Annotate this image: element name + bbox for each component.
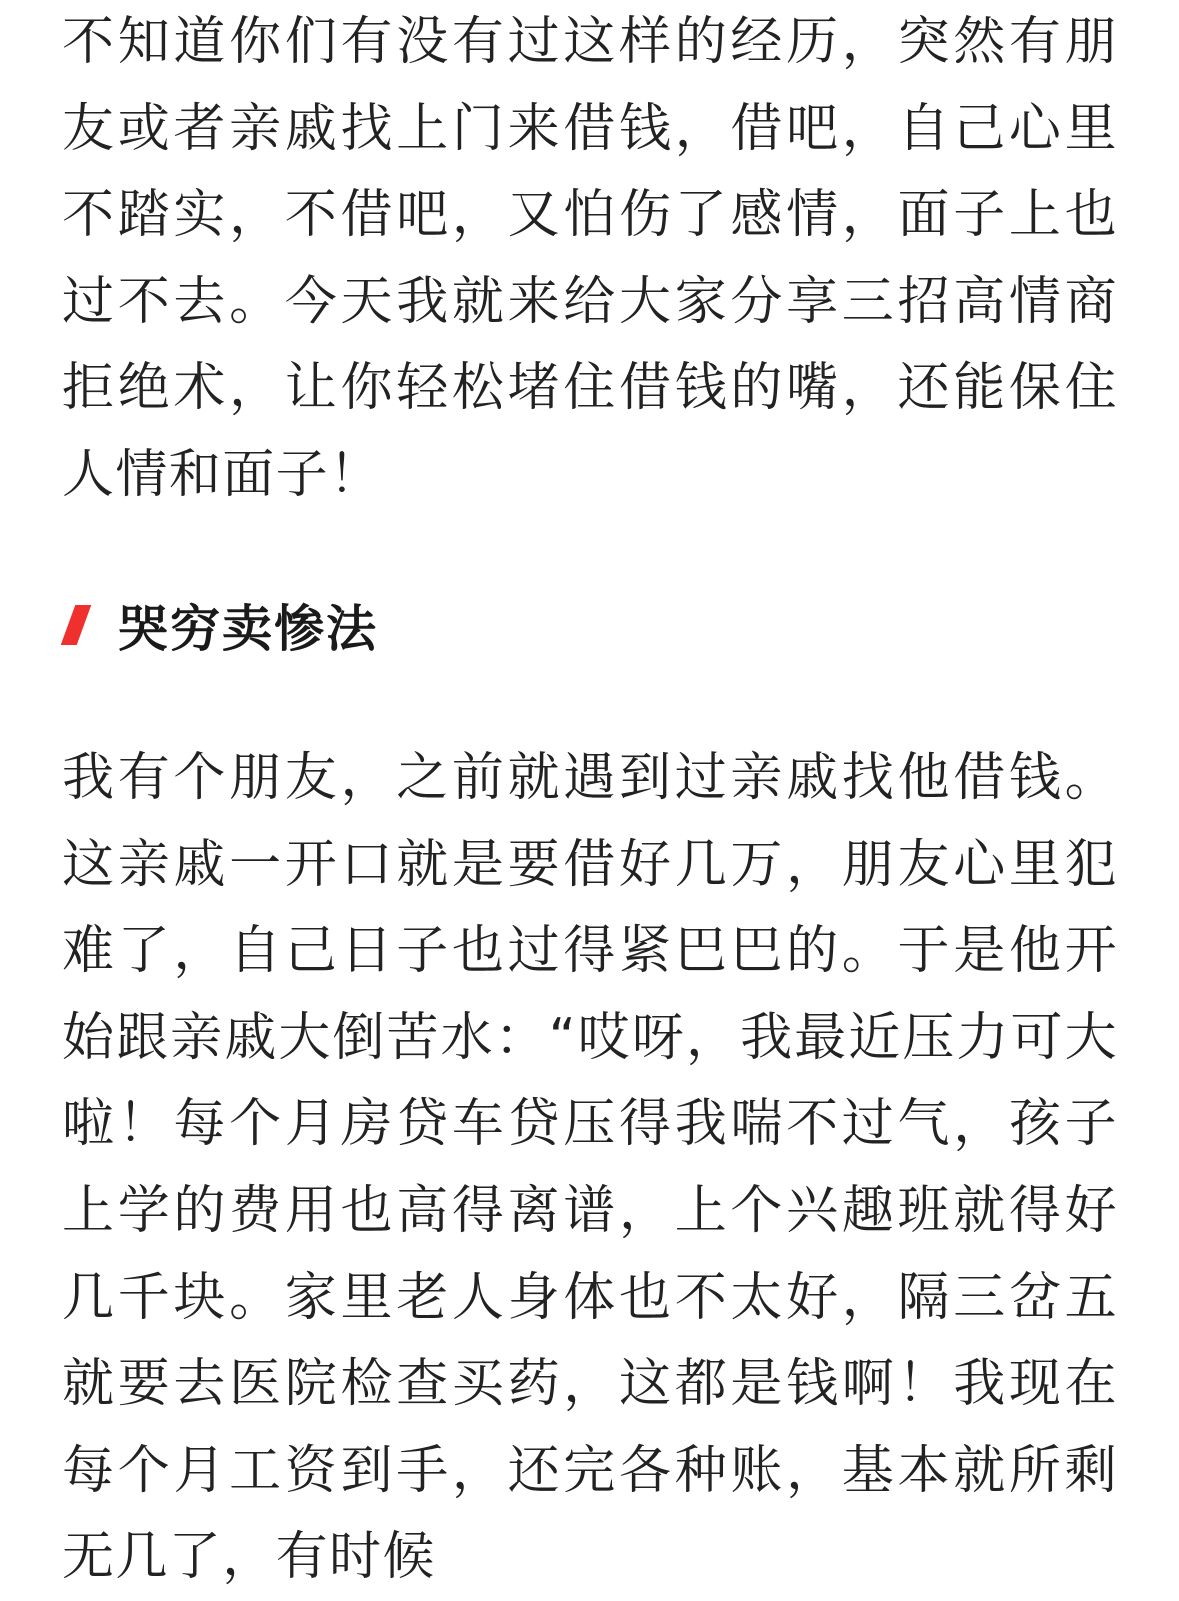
section-heading-text: 哭穷卖惨法 bbox=[118, 600, 378, 658]
intro-paragraph: 不知道你们有没有过这样的经历，突然有朋友或者亲戚找上门来借钱，借吧，自己心里不踏实，不借吧，又怕伤了感情，面子上也过不去。今天我就来给大家分享三招高情商拒绝术，让你轻松堵住借钱的嘴，还能保住人情和面子！ bbox=[62, 12, 1118, 505]
heading-accent-mark bbox=[61, 605, 92, 645]
section-body-paragraph: 我有个朋友，之前就遇到过亲戚找他借钱。这亲戚一开口就是要借好几万，朋友心里犯难了，自己日子也过得紧巴巴的。于是他开始跟亲戚大倒苦水：“哎呀，我最近压力可大啦！每个月房贷车贷压得我喘不过气，孩子上学的费用也高得离谱，上个兴趣班就得好几千块。家里老人身体也不太好，隔三岔五就要去医院检查买药，这都是钱啊！我现在每个月工资到手，还完各种账，基本就所剩无几了，有时候 bbox=[62, 748, 1118, 1588]
section-heading bbox=[62, 590, 378, 660]
